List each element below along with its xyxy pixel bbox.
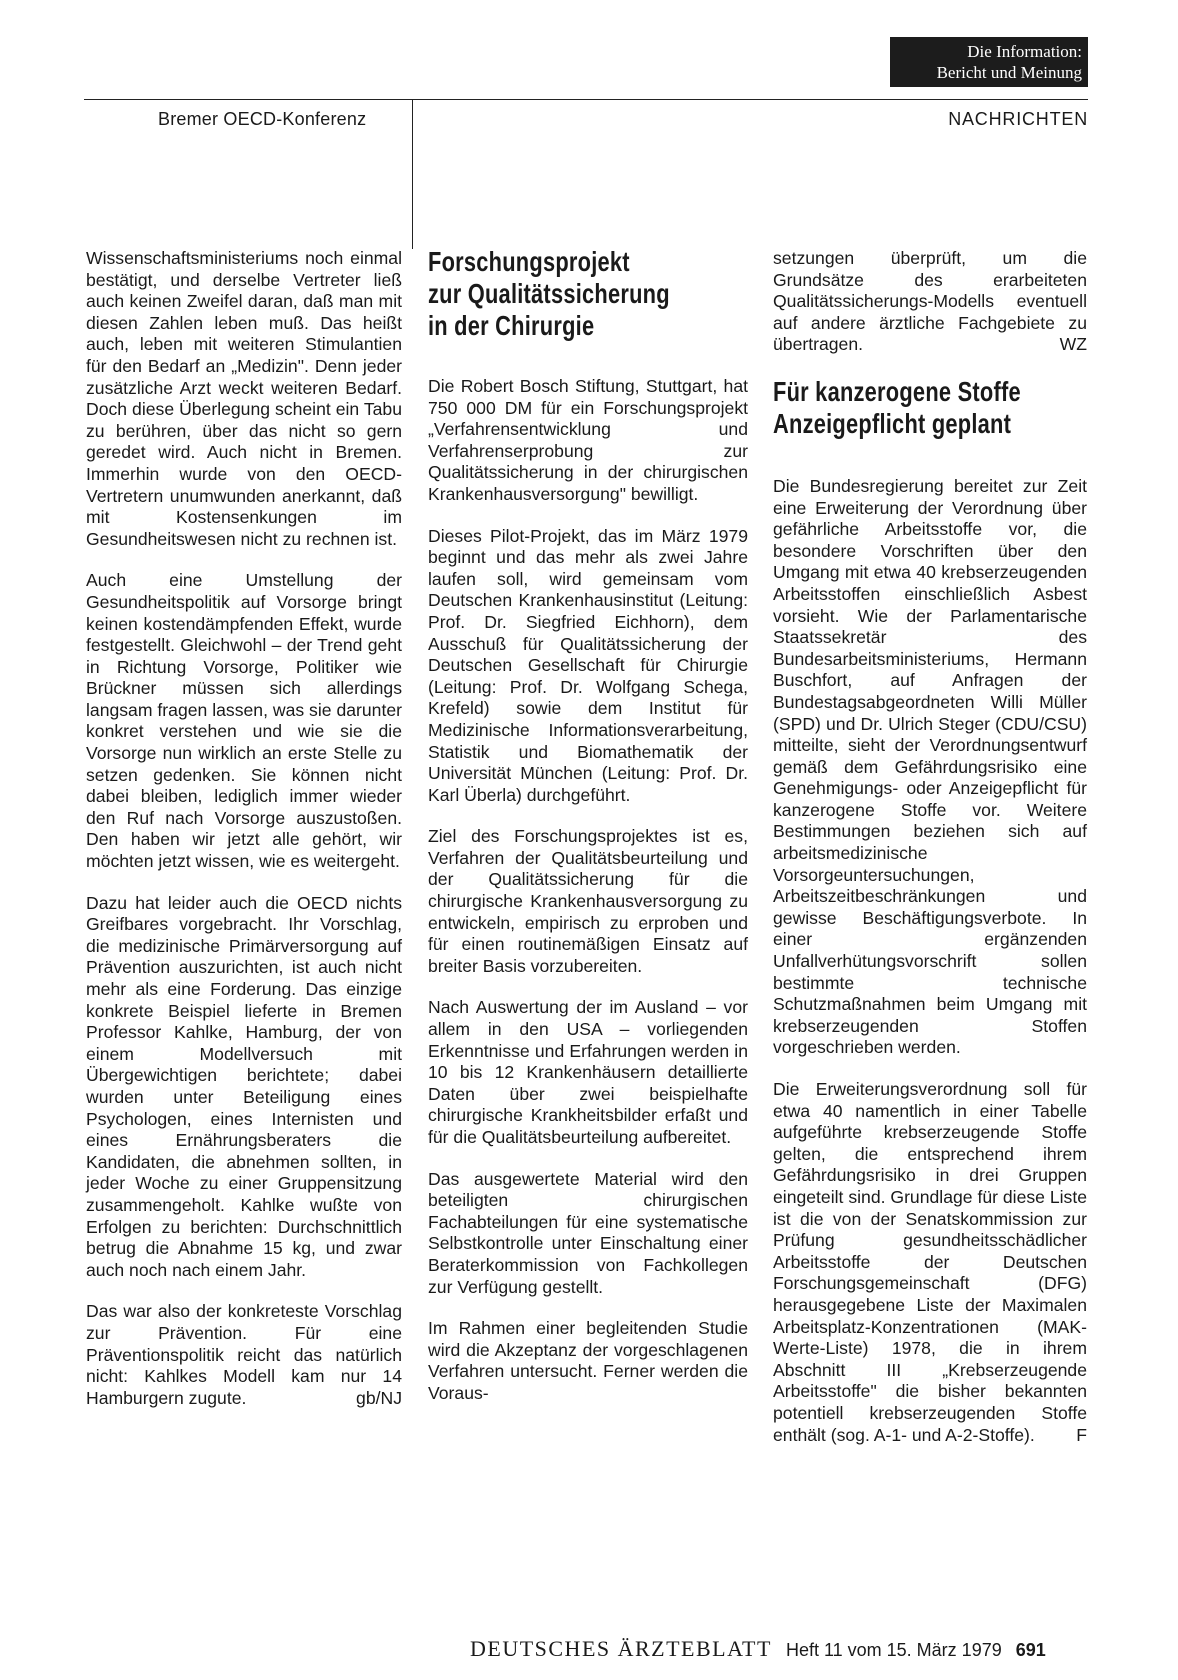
paragraph: Das ausgewertete Material wird den beteiligten chirurgischen Fachabteilungen für eine systematische Selbstkontrolle unter Einschaltung einer Beraterkommission von Fachkollegen zur Verfügung gestellt. xyxy=(428,1168,748,1297)
column-right xyxy=(773,248,1087,1466)
paragraph: Die Robert Bosch Stiftung, Stuttgart, hat 750 000 DM für ein Forschungsprojekt „Verfahrensentwicklung und Verfahrenserprobung zur Qualitätssicherung in der chirurgischen Krankenhausversorgung" bewilligt. xyxy=(428,376,748,504)
journal-name: DEUTSCHES ÄRZTEBLATT xyxy=(470,1636,772,1661)
paragraph: Nach Auswertung der im Ausland – vor allem in den USA – vorliegenden Erkenntnisse und Erfahrungen werden in 10 bis 12 Krankenhäusern detaillierte Daten über zwei beispielhafte chirurgische Krankheitsbilder erfaßt und für die Qualitätsbeurteilung aufbereitet. xyxy=(428,997,748,1147)
headline-line: Forschungsprojekt xyxy=(428,246,630,277)
paragraph: Dazu hat leider auch die OECD nichts Greifbares vorgebracht. Ihr Vorschlag, die medizinische Primärversorgung auf Prävention auszurichten, ist auch nicht mehr als eine Forderung. Das einzige konkrete Beispiel lieferte in Bremen Professor Kahlke, Hamburg, der von einem Modellversuch mit Übergewichtigen berichtete; dabei wurden unter Beteiligung eines Psychologen, eines Internisten und eines Ernährungsberaters die Kandidaten, die abnehmen sollten, in jeder Woche zu einer Gruppensitzung zusammengeholt. Kahlke wußte von Erfolgen zu berichten: Durchschnittlich betrug die Abnahme 15 kg, und zwar auch noch nach einem Jahr. xyxy=(86,892,402,1280)
section-badge xyxy=(890,37,1088,87)
issue-info: Heft 11 vom 15. März 1979 xyxy=(785,1640,1002,1660)
paragraph-text: Die Erweiterungsverordnung soll für etwa 40 namentlich in einer Tabelle aufgeführte krebserzeugende Stoffe gelten, die entsprechend ihrem Gefährdungsrisiko in drei Gruppen eingeteilt sind. Grundlage für diese Liste ist die von der Senatskommission zur Prüfung gesundheitsschädlicher Arbeitsstoffe der Deutschen Forschungsgemeinschaft (DFG) herausgegebene Liste der Maximalen Arbeitsplatz-Konzentrationen (MAK-Werte-Liste) 1978, die in ihrem Abschnitt III „Krebserzeugende Arbeitsstoffe" die bisher bekannten potentiell krebserzeugenden Stoffe enthält (sog. A-1- und A-2-Stoffe). xyxy=(773,1079,1087,1445)
section-title-right: NACHRICHTEN xyxy=(948,109,1088,129)
paragraph xyxy=(86,1301,402,1409)
paragraph: Ziel des Forschungsprojektes ist es, Verfahren der Qualitätsbeurteilung und der Qualitätssicherung für die chirurgische Krankenhausversorgung zu entwickeln, empirisch zu erproben und für einen routinemäßigen Einsatz auf breiter Basis vorzubereiten. xyxy=(428,826,748,976)
badge-line-2: Bericht und Meinung xyxy=(936,63,1082,82)
paragraph-text: Das war also der konkreteste Vorschlag zur Prävention. Für eine Präventionspolitik reicht das natürlich nicht: Kahlkes Modell kam nur 14 Hamburgern zugute. xyxy=(86,1301,402,1408)
paragraph: Wissenschaftsministeriums noch einmal bestätigt, und derselbe Vertreter ließ auch keinen Zweifel daran, daß man mit diesen Zahlen leben muß. Das heißt auch, leben mit weiteren Stimulantien für den Bedarf an „Medizin". Denn jeder zusätzliche Arzt weckt weiteren Bedarf. Doch diese Überlegung scheint ein Tabu zu berühren, über das nicht so gern geredet wird. Auch nicht in Bremen. Immerhin wurde von den OECD-Vertretern unumwunden anerkannt, daß mit Kostensenkungen im Gesundheitswesen nicht zu rechnen ist. xyxy=(86,248,402,549)
column-left xyxy=(86,248,402,1429)
paragraph xyxy=(773,248,1087,356)
author-signature: F xyxy=(1076,1424,1087,1445)
paragraph: Auch eine Umstellung der Gesundheitspolitik auf Vorsorge bringt keinen kostendämpfenden Effekt, wurde festgestellt. Gleichwohl – der Trend geht in Richtung Vorsorge, Politiker wie Brückner müssen sich allerdings langsam fragen lassen, was sie darunter konkret verstehen und wie sie die Vorsorge nun wirklich an erste Stelle zu setzen gedenken. Sie können nicht dabei bleiben, lediglich immer wieder den Ruf nach Vorsorge auszustoßen. Den haben wir jetzt alle gehört, wir möchten jetzt wissen, wie es weitergeht. xyxy=(86,570,402,872)
headline-line: Anzeigepflicht geplant xyxy=(773,407,1012,439)
author-signature: WZ xyxy=(1059,334,1087,355)
paragraph xyxy=(773,1079,1087,1446)
badge-line-1: Die Information: xyxy=(967,42,1082,61)
page-number: 691 xyxy=(1015,1640,1046,1660)
section-title-left: Bremer OECD-Konferenz xyxy=(158,109,367,129)
article-headline xyxy=(773,376,1085,440)
paragraph: Im Rahmen einer begleitenden Studie wird die Akzeptanz der vorgeschlagenen Verfahren untersucht. Ferner werden die Voraus- xyxy=(428,1318,748,1403)
header-divider xyxy=(412,99,413,249)
paragraph-text: setzungen überprüft, um die Grundsätze des erarbeiteten Qualitätssicherungs-Modells eventuell auf andere ärztliche Fachgebiete zu übertragen. xyxy=(773,248,1087,355)
page-footer xyxy=(470,1636,1046,1662)
headline-line: zur Qualitätssicherung xyxy=(428,278,670,309)
header-rule xyxy=(84,99,1088,100)
article-headline xyxy=(428,246,740,342)
headline-line: Für kanzerogene Stoffe xyxy=(773,375,1021,407)
paragraph: Die Bundesregierung bereitet zur Zeit eine Erweiterung der Verordnung über gefährliche Arbeitsstoffe vor, die besondere Vorschriften über den Umgang mit etwa 40 krebserzeugenden Arbeitsstoffen einschließlich Asbest vorsieht. Wie der Parlamentarische Staatssekretär des Bundesarbeitsministeriums, Hermann Buschfort, auf Anfragen der Bundestagsabgeordneten Willi Müller (SPD) und Dr. Ulrich Steger (CDU/CSU) mitteilte, sieht der Verordnungsentwurf gemäß dem Gefährdungsrisiko eine Genehmigungs- oder Anzeigepflicht für kanzerogene Stoffe vor. Weitere Bestimmungen beziehen sich auf arbeitsmedizinische Vorsorgeuntersuchungen, Arbeitszeitbeschränkungen und gewisse Beschäftigungsverbote. In einer ergänzenden Unfallverhütungsvorschrift sollen bestimmte technische Schutzmaßnahmen beim Umgang mit krebserzeugenden Stoffen vorgeschrieben werden. xyxy=(773,475,1087,1058)
headline-line: in der Chirurgie xyxy=(428,310,595,341)
paragraph: Dieses Pilot-Projekt, das im März 1979 beginnt und das mehr als zwei Jahre laufen soll, wird gemeinsam vom Deutschen Krankenhausinstitut (Leitung: Prof. Dr. Siegfried Eichhorn), dem Ausschuß für Qualitätssicherung der Deutschen Gesellschaft für Chirurgie (Leitung: Prof. Dr. Wolfgang Schega, Krefeld) sowie dem Institut für Medizinische Informationsverarbeitung, Statistik und Biomathematik der Universität München (Leitung: Prof. Dr. Karl Überla) durchgeführt. xyxy=(428,525,748,805)
column-middle xyxy=(428,248,748,1425)
author-signature: gb/NJ xyxy=(356,1387,402,1408)
